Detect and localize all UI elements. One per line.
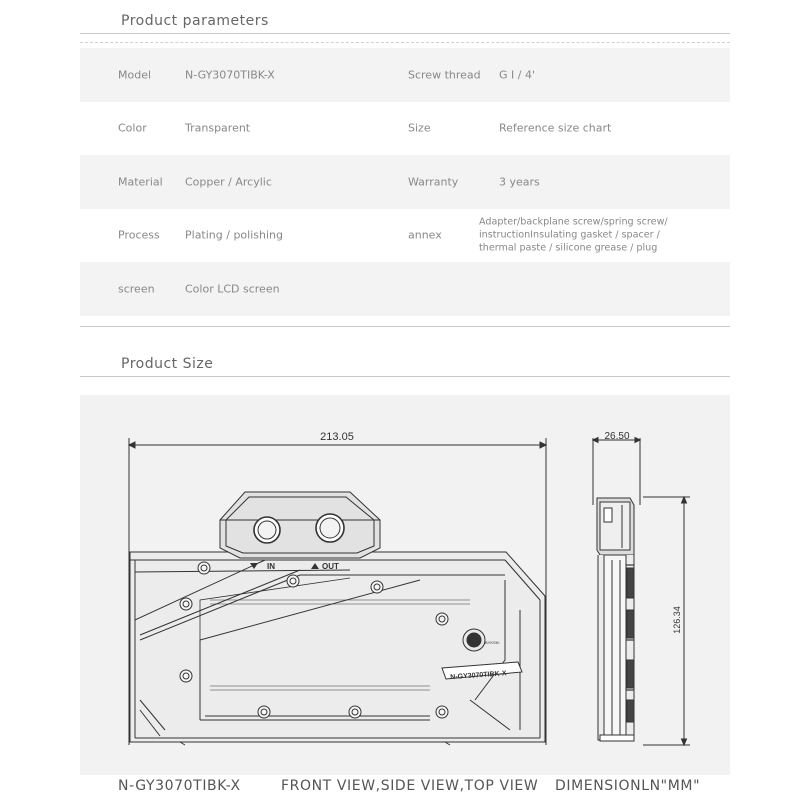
param-value: Adapter/backplane screw/spring screw/ instructionInsulating gasket / spacer / thermal paste / silicone grease / plug [479, 216, 668, 254]
plate-label: N-GY3070TIBK-X [450, 670, 507, 682]
param-label: screen [118, 282, 155, 296]
param-value: N-GY3070TIBK-X [185, 68, 275, 82]
param-value: Plating / polishing [185, 228, 283, 242]
logo-text: BYKSKI [485, 640, 500, 645]
param-value: G I / 4' [499, 68, 535, 82]
depth-dimension: 26.50 [604, 431, 630, 442]
waterblock-body [130, 552, 545, 745]
param-value: Transparent [185, 121, 251, 135]
param-value: Color LCD screen [185, 282, 280, 296]
param-label: annex [408, 228, 442, 242]
param-label: Warranty [408, 175, 459, 189]
caption-views: FRONT VIEW,SIDE VIEW,TOP VIEW [281, 778, 539, 794]
height-dimension: 126.34 [672, 606, 682, 634]
param-label: Color [118, 121, 147, 135]
param-label: Process [118, 228, 160, 242]
param-value: Copper / Arcylic [185, 175, 272, 189]
params-title: Product parameters [121, 13, 269, 29]
param-label: Material [118, 175, 163, 189]
width-dimension: 213.05 [320, 431, 354, 443]
port-out-label: OUT [322, 562, 339, 571]
caption-dimension: DIMENSIONLN"MM" [555, 778, 701, 794]
side-view [593, 438, 690, 746]
port-in-label: IN [267, 562, 275, 571]
caption-model: N-GY3070TIBK-X [118, 778, 241, 794]
param-value: Reference size chart [499, 121, 612, 135]
param-label: Size [408, 121, 431, 135]
param-value: 3 years [499, 175, 540, 189]
size-title: Product Size [121, 356, 214, 372]
param-label: Screw thread [408, 68, 481, 82]
param-label: Model [118, 68, 152, 82]
port-housing [220, 492, 380, 558]
